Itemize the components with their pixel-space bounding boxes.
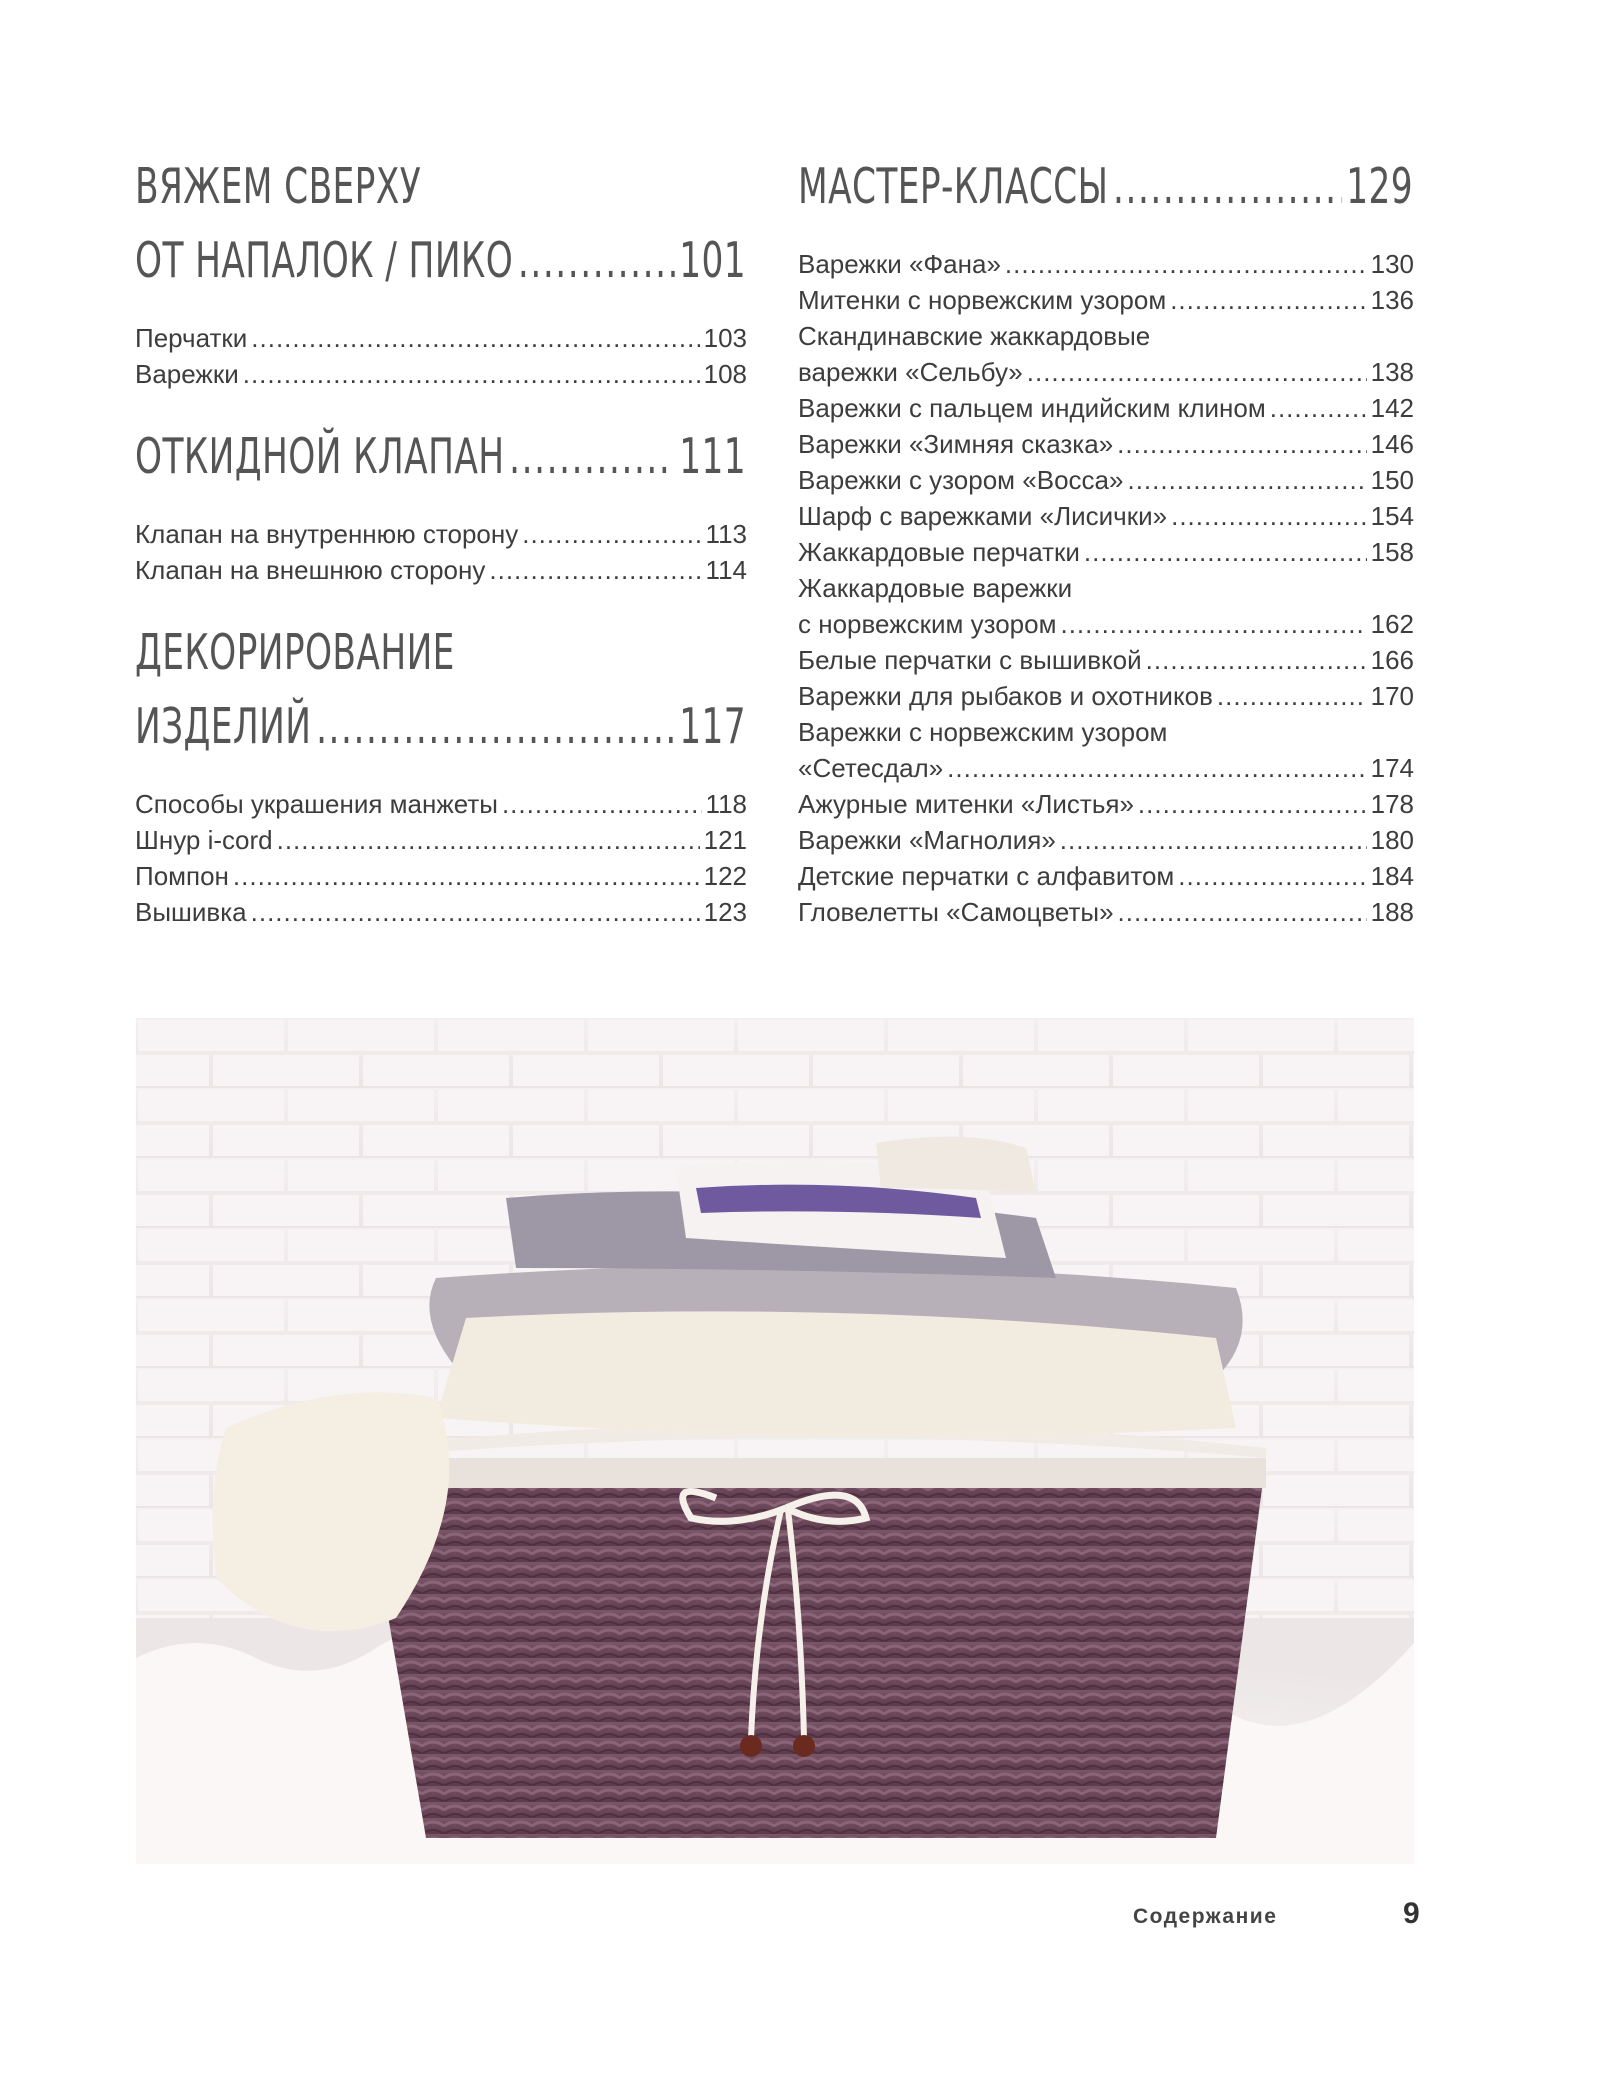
entry-title: Перчатки (135, 323, 248, 353)
entry-title: варежки «Сельбу» (798, 357, 1023, 387)
toc-left-column (135, 150, 747, 958)
leader-dots (1118, 894, 1367, 930)
leader-dots (316, 690, 674, 764)
entry-title: Жаккардовые варежки (798, 573, 1073, 603)
leader-dots (1113, 150, 1342, 224)
leader-dots (509, 420, 674, 494)
leader-dots (251, 320, 699, 356)
toc-entry[interactable] (798, 498, 1414, 534)
entry-title: Жаккардовые перчатки (798, 537, 1080, 567)
page-number: 9 (1403, 1897, 1420, 1930)
section-page-number: 111 (679, 428, 747, 485)
entry-page-number: 118 (705, 789, 747, 819)
entry-page-number: 162 (1370, 609, 1414, 639)
entry-page-number: 180 (1370, 825, 1414, 855)
entry-page-number: 123 (703, 897, 747, 927)
section-page-number: 129 (1346, 158, 1414, 215)
entry-page-number: 130 (1370, 249, 1414, 279)
toc-entry[interactable] (798, 678, 1414, 714)
leader-dots (1084, 534, 1367, 570)
leader-dots (1127, 462, 1366, 498)
toc-entry[interactable] (798, 750, 1414, 786)
section-title-text: МАСТЕР-КЛАССЫ (798, 158, 1109, 215)
toc-entries (135, 320, 747, 392)
section-title-text: ОТКИДНОЙ КЛАПАН (135, 428, 505, 485)
entry-page-number: 174 (1370, 753, 1414, 783)
entry-page-number: 121 (703, 825, 747, 855)
section-heading (798, 150, 1413, 224)
entry-title: Варежки с норвежским узором (798, 717, 1168, 747)
toc-entries (135, 516, 747, 588)
entry-title: с норвежским узором (798, 609, 1057, 639)
entry-title: Митенки с норвежским узором (798, 285, 1167, 315)
leader-dots (1217, 678, 1367, 714)
toc-entry[interactable] (135, 356, 747, 392)
entry-title: Варежки (135, 359, 239, 389)
leader-dots (518, 224, 675, 298)
toc-section (135, 616, 747, 930)
entry-title: Скандинавские жаккардовые (798, 321, 1151, 351)
leader-dots (1027, 354, 1367, 390)
toc-section (135, 420, 747, 588)
toc-entry[interactable] (798, 318, 1414, 354)
leader-dots (522, 516, 701, 552)
entry-page-number: 166 (1370, 645, 1414, 675)
entry-page-number: 150 (1370, 465, 1414, 495)
entry-page-number: 108 (703, 359, 747, 389)
leader-dots (489, 552, 701, 588)
photo-illustration (136, 1018, 1414, 1864)
entry-page-number: 103 (703, 323, 747, 353)
leader-dots (277, 822, 700, 858)
entry-title: Детские перчатки с алфавитом (798, 861, 1175, 891)
toc-entry[interactable] (798, 714, 1414, 750)
leader-dots (1060, 606, 1366, 642)
entry-page-number: 146 (1370, 429, 1414, 459)
toc-entry[interactable] (798, 462, 1414, 498)
toc-entry[interactable] (135, 894, 747, 930)
section-heading-line[interactable] (798, 150, 1413, 224)
section-heading (135, 150, 746, 298)
entry-title: «Сетесдал» (798, 753, 944, 783)
leader-dots (502, 786, 702, 822)
leader-dots (1178, 858, 1366, 894)
entry-title: Шнур i-cord (135, 825, 273, 855)
entry-title: Варежки с пальцем индийским клином (798, 393, 1266, 423)
section-title-text: ДЕКОРИРОВАНИЕ (135, 624, 455, 681)
leader-dots (1270, 390, 1367, 426)
entry-page-number: 178 (1370, 789, 1414, 819)
entry-page-number: 113 (705, 519, 747, 549)
entry-title: Вышивка (135, 897, 247, 927)
toc-entry[interactable] (798, 282, 1414, 318)
entry-title: Гловелетты «Самоцветы» (798, 897, 1114, 927)
toc-entry[interactable] (798, 858, 1414, 894)
entry-page-number: 114 (705, 555, 747, 585)
toc-entry[interactable] (798, 606, 1414, 642)
toc-entry[interactable] (798, 570, 1414, 606)
section-title-text: ИЗДЕЛИЙ (135, 698, 312, 755)
entry-page-number: 138 (1370, 357, 1414, 387)
entry-title: Варежки с узором «Восса» (798, 465, 1124, 495)
toc-entries (798, 246, 1414, 930)
entry-page-number: 154 (1370, 501, 1414, 531)
section-page-number: 117 (679, 698, 747, 755)
section-heading-line (135, 616, 746, 690)
toc-entry[interactable] (798, 426, 1414, 462)
section-heading-line[interactable] (135, 420, 746, 494)
toc-entry[interactable] (798, 534, 1414, 570)
toc-entry[interactable] (135, 320, 747, 356)
entry-title: Способы украшения манжеты (135, 789, 498, 819)
section-heading-line[interactable] (135, 224, 746, 298)
leader-dots (947, 750, 1366, 786)
entry-title: Помпон (135, 861, 229, 891)
toc-entry[interactable] (798, 390, 1414, 426)
toc-entry[interactable] (135, 516, 747, 552)
entry-title: Клапан на внешнюю сторону (135, 555, 486, 585)
section-title-text: ОТ НАПАЛОК / ПИКО (135, 232, 514, 289)
toc-entry[interactable] (135, 822, 747, 858)
toc-right-column (798, 150, 1414, 958)
leader-dots (243, 356, 700, 392)
entry-title: Белые перчатки с вышивкой (798, 645, 1142, 675)
toc-entry[interactable] (798, 642, 1414, 678)
entry-title: Ажурные митенки «Листья» (798, 789, 1134, 819)
entry-page-number: 184 (1370, 861, 1414, 891)
entry-title: Варежки «Магнолия» (798, 825, 1056, 855)
section-heading (135, 616, 746, 764)
section-heading (135, 420, 746, 494)
toc-entry[interactable] (798, 354, 1414, 390)
toc-section (135, 150, 747, 392)
entry-title: Шарф с варежками «Лисички» (798, 501, 1168, 531)
leader-dots (1060, 822, 1367, 858)
toc-entries (135, 786, 747, 930)
leader-dots (233, 858, 700, 894)
leader-dots (1138, 786, 1367, 822)
entry-page-number: 136 (1370, 285, 1414, 315)
toc-entry[interactable] (135, 786, 747, 822)
wicker-basket (361, 1423, 1266, 1838)
entry-title: Клапан на внутреннюю сторону (135, 519, 519, 549)
entry-page-number: 158 (1370, 537, 1414, 567)
entry-page-number: 188 (1370, 897, 1414, 927)
leader-dots (1146, 642, 1367, 678)
leader-dots (1171, 498, 1367, 534)
entry-title: Варежки «Зимняя сказка» (798, 429, 1114, 459)
section-heading-line (135, 150, 746, 224)
entry-page-number: 170 (1370, 681, 1414, 711)
knitwear-basket-photo (136, 1018, 1414, 1864)
entry-page-number: 142 (1370, 393, 1414, 423)
toc-entry[interactable] (798, 822, 1414, 858)
leader-dots (1005, 246, 1367, 282)
toc-entry[interactable] (135, 552, 747, 588)
section-heading-line[interactable] (135, 690, 746, 764)
leader-dots (1117, 426, 1366, 462)
entry-page-number: 122 (703, 861, 747, 891)
toc-entry[interactable] (135, 858, 747, 894)
entry-title: Варежки для рыбаков и охотников (798, 681, 1213, 711)
section-title-text: ВЯЖЕМ СВЕРХУ (135, 158, 422, 215)
section-page-number: 101 (679, 232, 747, 289)
toc-entry[interactable] (798, 894, 1414, 930)
entry-title: Варежки «Фана» (798, 249, 1001, 279)
toc-entry[interactable] (798, 786, 1414, 822)
leader-dots (251, 894, 700, 930)
footer-section-label: Содержание (1133, 1905, 1278, 1928)
toc-entry[interactable] (798, 246, 1414, 282)
leader-dots (1170, 282, 1366, 318)
